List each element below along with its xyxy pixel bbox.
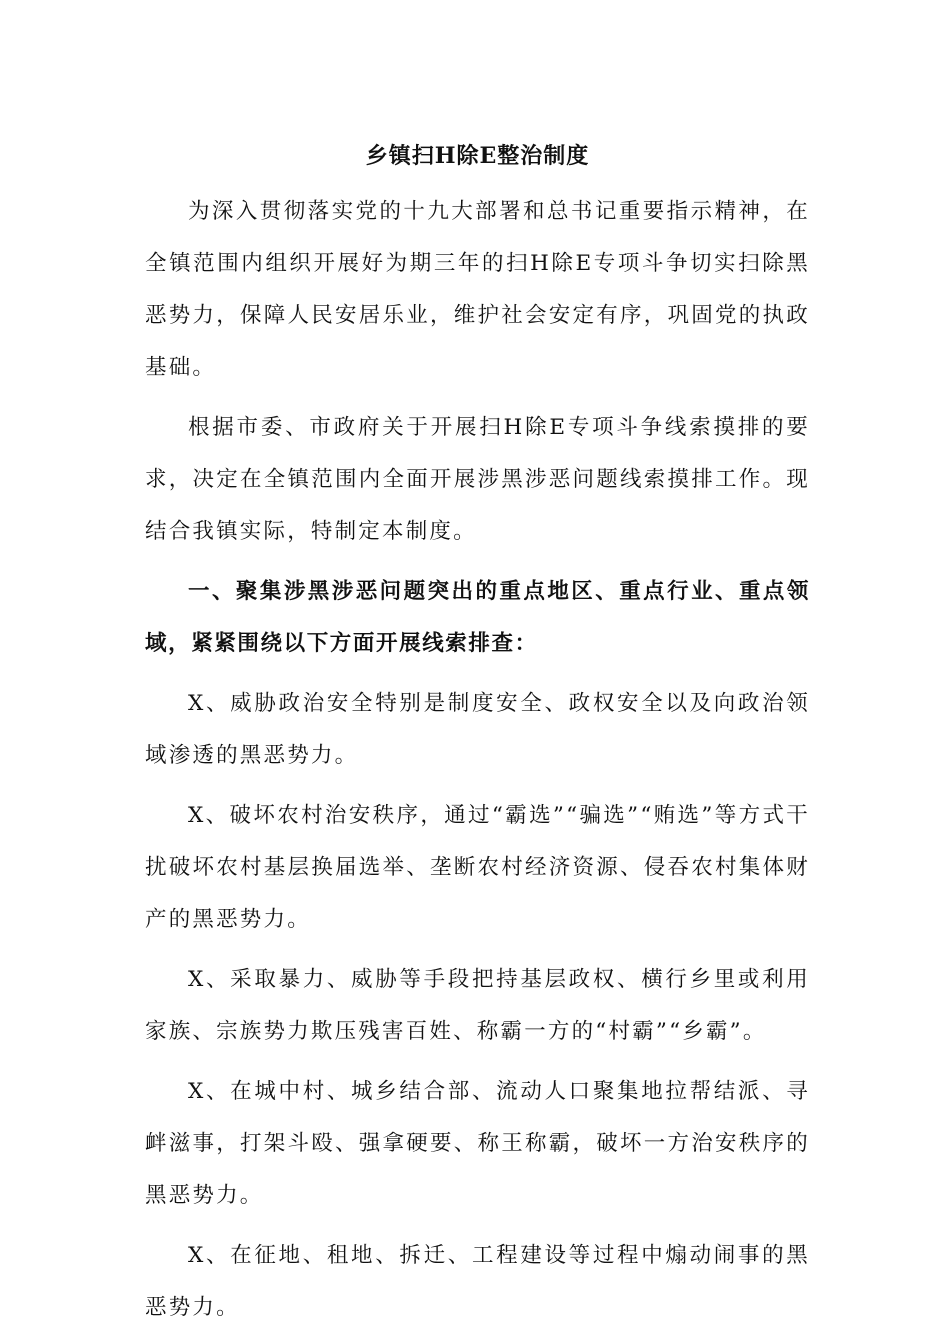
list-item-2: X、破坏农村治安秩序，通过“霸选”“骗选”“贿选”等方式干扰破坏农村基层换届选举、垄断农村经济资源、侵吞农村集体财产的黑恶势力。 bbox=[145, 803, 810, 932]
document-page bbox=[145, 140, 810, 1334]
section-heading-1: 一、聚集涉黑涉恶问题突出的重点地区、重点行业、重点领域，紧紧围绕以下方面开展线索排查： bbox=[145, 579, 810, 656]
document-title: 乡镇扫H除E整治制度 bbox=[365, 143, 590, 169]
paragraph-basis: 根据市委、市政府关于开展扫H除E专项斗争线索摸排的要求，决定在全镇范围内全面开展涉黑涉恶问题线索摸排工作。现结合我镇实际，特制定本制度。 bbox=[145, 415, 810, 544]
paragraph-intro: 为深入贯彻落实党的十九大部署和总书记重要指示精神，在全镇范围内组织开展好为期三年的扫H除E专项斗争切实扫除黑恶势力，保障人民安居乐业，维护社会安定有序，巩固党的执政基础。 bbox=[145, 199, 810, 380]
list-item-1: X、威胁政治安全特别是制度安全、政权安全以及向政治领域渗透的黑恶势力。 bbox=[145, 691, 810, 768]
list-item-4: X、在城中村、城乡结合部、流动人口聚集地拉帮结派、寻衅滋事，打架斗殴、强拿硬要、称王称霸，破坏一方治安秩序的黑恶势力。 bbox=[145, 1079, 810, 1208]
list-item-3: X、采取暴力、威胁等手段把持基层政权、横行乡里或利用家族、宗族势力欺压残害百姓、称霸一方的“村霸”“乡霸”。 bbox=[145, 967, 810, 1044]
list-item-5: X、在征地、租地、拆迁、工程建设等过程中煽动闹事的黑恶势力。 bbox=[145, 1243, 810, 1320]
